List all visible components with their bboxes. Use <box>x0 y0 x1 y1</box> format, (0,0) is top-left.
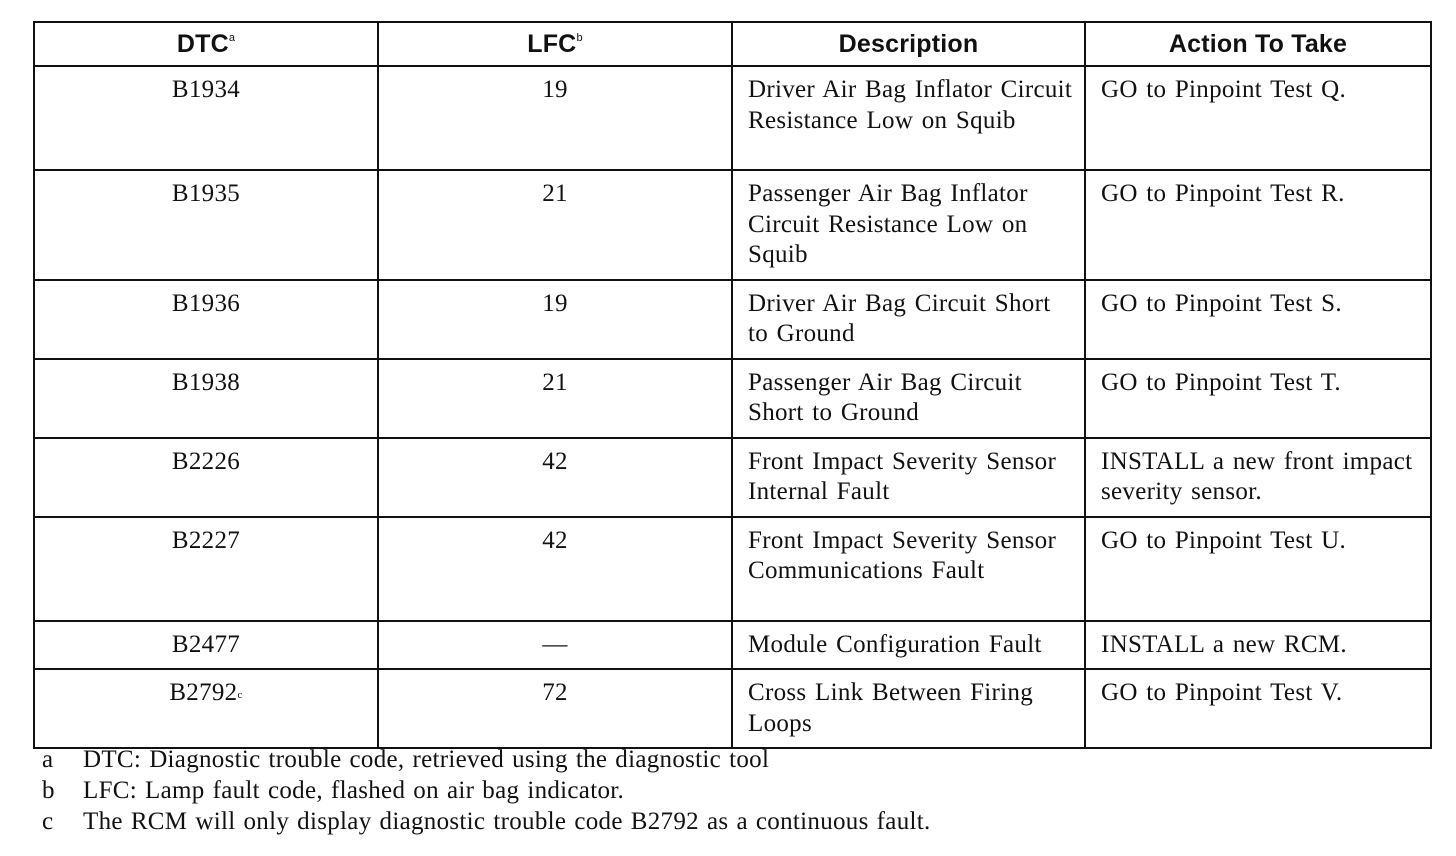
action-cell: GO to Pinpoint Test T. <box>1085 359 1431 438</box>
lfc-cell: 19 <box>378 280 732 359</box>
dtc-code: B1938 <box>171 368 241 396</box>
header-dtc-label: DTC <box>176 29 229 58</box>
footnote-b <box>42 775 931 806</box>
action-cell: GO to Pinpoint Test V. <box>1085 669 1431 748</box>
description-cell: Front Impact Severity Sensor Communications Fault <box>732 517 1085 621</box>
header-description: Description <box>732 22 1085 66</box>
footnote-text: DTC: Diagnostic trouble code, retrieved using the diagnostic tool <box>83 746 770 773</box>
footnote-text: The RCM will only display diagnostic trouble code B2792 as a continuous fault. <box>83 808 931 835</box>
description-cell: Front Impact Severity Sensor Internal Fault <box>732 438 1085 517</box>
footnote-c <box>42 806 931 837</box>
footnotes <box>42 744 931 837</box>
action-cell: INSTALL a new RCM. <box>1085 621 1431 670</box>
header-row <box>34 22 1431 66</box>
table-row <box>34 66 1431 170</box>
action-cell: GO to Pinpoint Test R. <box>1085 170 1431 280</box>
footnote-key: c <box>42 808 54 835</box>
footnote-text: LFC: Lamp fault code, flashed on air bag indicator. <box>83 777 625 804</box>
header-dtc-footnote-mark: a <box>228 31 236 44</box>
footnote-key: a <box>42 746 54 773</box>
table-row <box>34 438 1431 517</box>
dtc-code: B2226 <box>171 447 241 475</box>
header-lfc <box>378 22 732 66</box>
dtc-cell <box>34 621 378 670</box>
lfc-cell: 19 <box>378 66 732 170</box>
dtc-cell <box>34 359 378 438</box>
lfc-cell: 21 <box>378 170 732 280</box>
dtc-code: B2792 <box>169 679 238 706</box>
description-cell: Module Configuration Fault <box>732 621 1085 670</box>
dtc-footnote-mark: c <box>237 689 243 701</box>
header-dtc <box>34 22 378 66</box>
dtc-cell <box>34 170 378 280</box>
dtc-cell <box>34 669 378 748</box>
table-body <box>34 66 1431 748</box>
lfc-cell: — <box>378 621 732 670</box>
action-cell: GO to Pinpoint Test S. <box>1085 280 1431 359</box>
footnote-key: b <box>42 777 55 804</box>
table-row <box>34 280 1431 359</box>
dtc-cell <box>34 280 378 359</box>
table-row <box>34 621 1431 670</box>
lfc-cell: 42 <box>378 438 732 517</box>
dtc-code: B1936 <box>171 289 241 317</box>
dtc-table <box>33 21 1432 749</box>
table-row <box>34 170 1431 280</box>
description-cell: Driver Air Bag Inflator Circuit Resistance Low on Squib <box>732 66 1085 170</box>
dtc-code: B2227 <box>171 526 241 554</box>
description-cell: Passenger Air Bag Circuit Short to Ground <box>732 359 1085 438</box>
dtc-code: B1934 <box>171 76 241 103</box>
lfc-cell: 72 <box>378 669 732 748</box>
action-cell: GO to Pinpoint Test Q. <box>1085 66 1431 170</box>
footnote-a <box>42 744 931 775</box>
header-action: Action To Take <box>1085 22 1431 66</box>
table-header <box>34 22 1431 66</box>
header-lfc-label: LFC <box>527 29 577 58</box>
description-cell: Cross Link Between Firing Loops <box>732 669 1085 748</box>
dtc-code: B2477 <box>171 630 241 658</box>
dtc-cell <box>34 66 378 170</box>
dtc-code: B1935 <box>171 180 241 207</box>
table-row <box>34 517 1431 621</box>
action-cell: GO to Pinpoint Test U. <box>1085 517 1431 621</box>
dtc-cell <box>34 438 378 517</box>
description-cell: Passenger Air Bag Inflator Circuit Resistance Low on Squib <box>732 170 1085 280</box>
action-cell: INSTALL a new front impact severity sensor. <box>1085 438 1431 517</box>
table-row <box>34 669 1431 748</box>
table-row <box>34 359 1431 438</box>
dtc-cell <box>34 517 378 621</box>
header-lfc-footnote-mark: b <box>576 31 583 44</box>
lfc-cell: 42 <box>378 517 732 621</box>
lfc-cell: 21 <box>378 359 732 438</box>
description-cell: Driver Air Bag Circuit Short to Ground <box>732 280 1085 359</box>
